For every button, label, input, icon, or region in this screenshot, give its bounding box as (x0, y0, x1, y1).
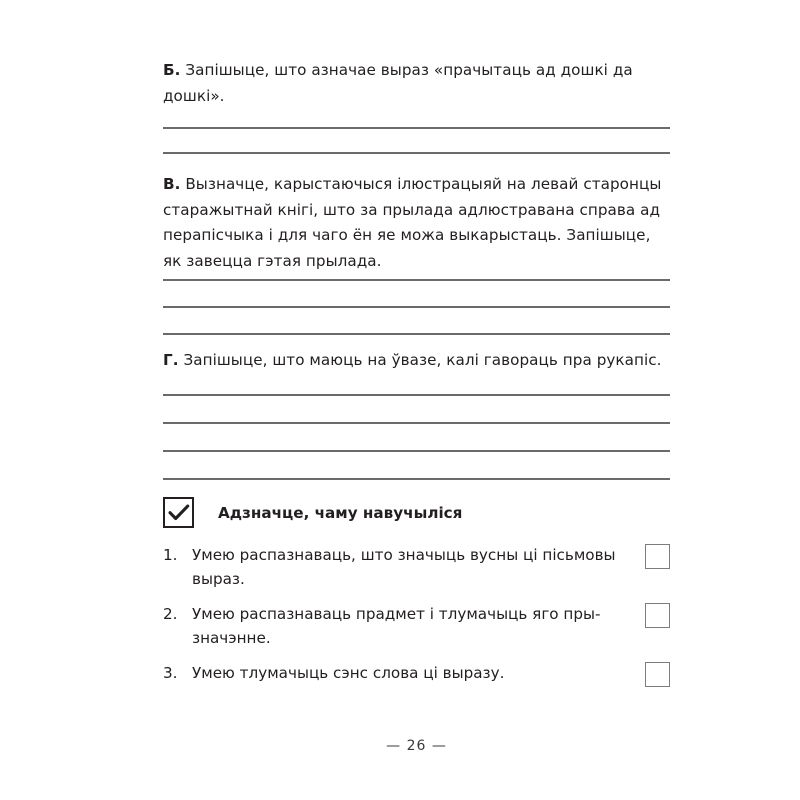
answer-lines-v (163, 279, 670, 335)
question-body-b: Запішыце, што азначае выраз «прачытаць ад дошкі да дошкі». (163, 61, 633, 105)
question-block-b (163, 58, 670, 109)
question-block-g (163, 348, 670, 374)
check-mark-icon (163, 497, 194, 528)
answer-line[interactable] (163, 152, 670, 154)
list-item (163, 661, 670, 687)
question-body-v: Вызначце, карыстаючыся ілюстрацыяй на левай старонцы старажытнай кнігі, што за прылада адлюстравана справа ад перапісчыка і для чаго ён яе можа выкарыстаць. Запішыце, як завецца гэтая прылада. (163, 175, 662, 270)
question-text-v (163, 172, 670, 274)
question-text-g (163, 348, 670, 374)
question-letter-g: Г. (163, 351, 179, 369)
list-item-label: Умею распазнаваць прадмет і тлумачыць яго прызначэнне. (192, 605, 601, 647)
question-body-g: Запішыце, што маюць на ўвазе, калі гавораць пра рукапіс. (178, 351, 662, 369)
answer-lines-b (163, 127, 670, 154)
answer-lines-g (163, 394, 670, 480)
list-item-number: 1. (163, 546, 178, 564)
question-letter-b: Б. (163, 61, 181, 79)
list-item (163, 543, 670, 591)
list-item-checkbox[interactable] (645, 662, 670, 687)
question-text-b (163, 58, 670, 109)
worksheet-page (163, 0, 670, 800)
question-block-v (163, 172, 670, 274)
list-item-number: 2. (163, 605, 178, 623)
self-assessment-list (163, 543, 670, 687)
list-item (163, 602, 670, 650)
list-item-label: Умею тлумачыць сэнс слова ці выразу. (192, 664, 505, 682)
self-assessment-title: Адзначце, чаму навучыліся (218, 503, 463, 522)
page-number: — 26 — (386, 738, 447, 754)
list-item-label: Умею распазнаваць, што значыць вусны ці пісьмовы выраз. (192, 546, 616, 588)
list-item-checkbox[interactable] (645, 603, 670, 628)
self-assessment-section (163, 497, 670, 698)
list-item-number: 3. (163, 664, 178, 682)
answer-line[interactable] (163, 333, 670, 335)
question-letter-v: В. (163, 175, 181, 193)
self-assessment-header (163, 497, 670, 528)
answer-line[interactable] (163, 478, 670, 480)
list-item-checkbox[interactable] (645, 544, 670, 569)
